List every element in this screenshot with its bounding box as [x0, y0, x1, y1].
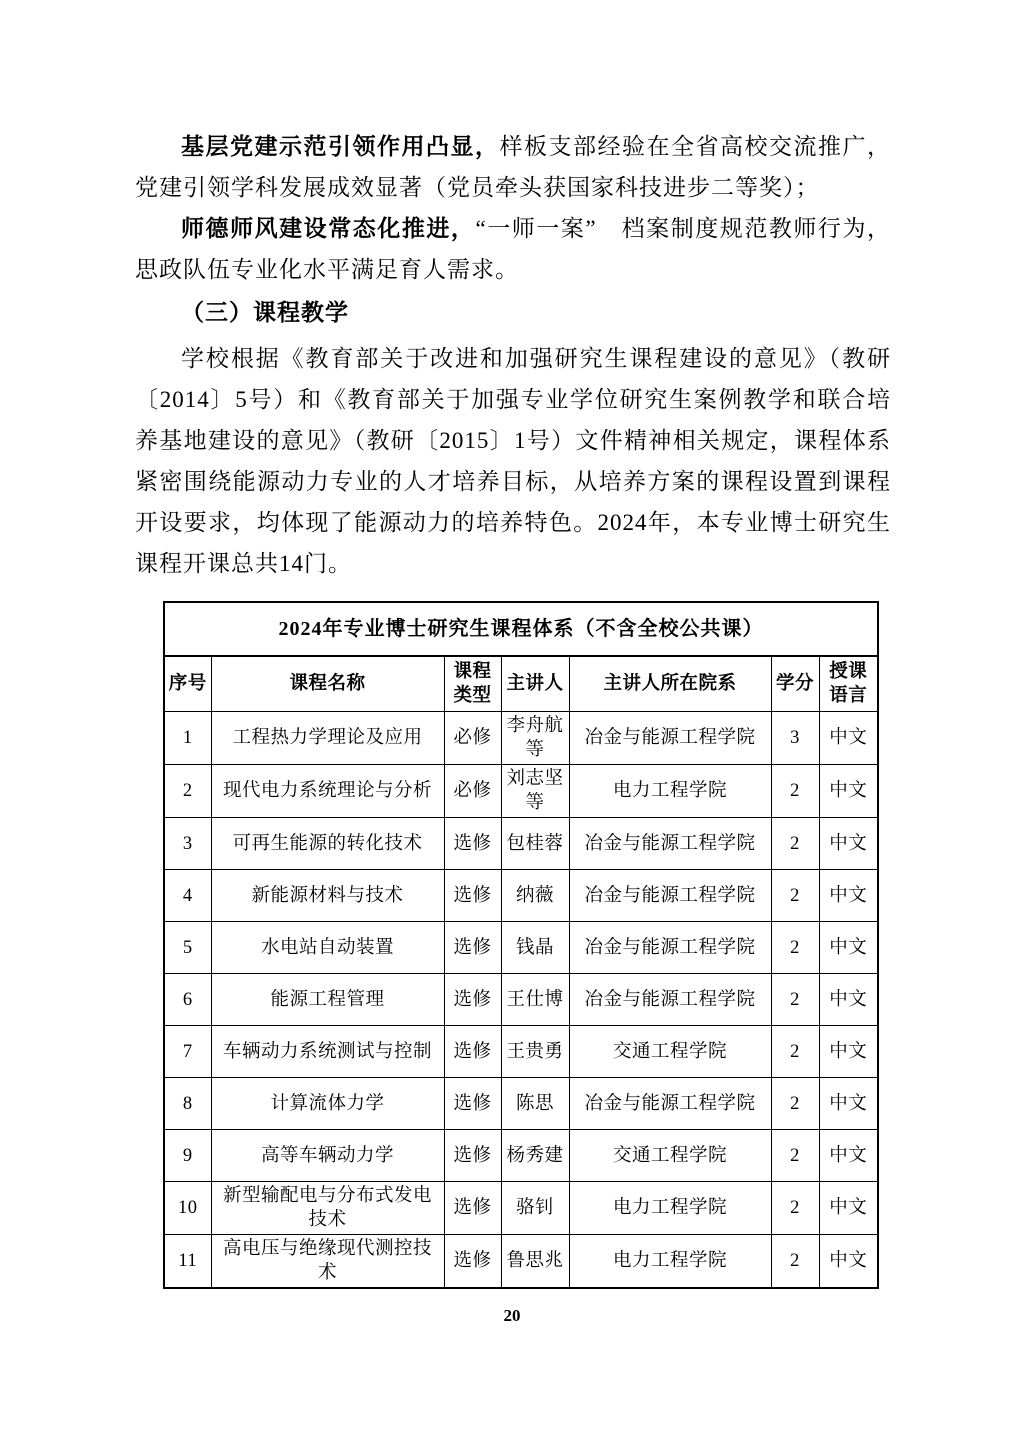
paragraph-party-building-lead: 基层党建示范引领作用凸显， — [181, 134, 500, 159]
cell-credits: 3 — [771, 712, 819, 765]
cell-lecturer: 李舟航等 — [501, 712, 569, 765]
section-heading-course-teaching: （三）课程教学 — [181, 300, 349, 325]
cell-course-name: 新能源材料与技术 — [211, 870, 444, 922]
cell-course-type: 选修 — [444, 922, 501, 974]
cell-index: 4 — [164, 870, 211, 922]
table-row — [164, 765, 878, 818]
cell-index: 1 — [164, 712, 211, 765]
col-header-lecturer: 主讲人 — [501, 656, 569, 712]
cell-course-type: 必修 — [444, 765, 501, 818]
col-header-course-name: 课程名称 — [211, 656, 444, 712]
cell-lecturer: 鲁思兆 — [501, 1235, 569, 1289]
cell-index: 7 — [164, 1026, 211, 1078]
cell-language: 中文 — [819, 1130, 878, 1182]
cell-course-type: 选修 — [444, 818, 501, 870]
cell-department: 电力工程学院 — [569, 1182, 771, 1235]
table-row — [164, 870, 878, 922]
paragraph-teacher-ethics — [135, 208, 891, 290]
table-row — [164, 1235, 878, 1289]
page-number: 20 — [503, 1306, 521, 1325]
cell-language: 中文 — [819, 974, 878, 1026]
table-row — [164, 1078, 878, 1130]
cell-language: 中文 — [819, 765, 878, 818]
cell-lecturer: 陈思 — [501, 1078, 569, 1130]
cell-department: 电力工程学院 — [569, 1235, 771, 1289]
cell-course-type: 选修 — [444, 1182, 501, 1235]
cell-credits: 2 — [771, 818, 819, 870]
cell-course-type: 选修 — [444, 1026, 501, 1078]
cell-course-name: 高电压与绝缘现代测控技术 — [211, 1235, 444, 1289]
cell-lecturer: 刘志坚等 — [501, 765, 569, 818]
cell-course-type: 选修 — [444, 974, 501, 1026]
table-row — [164, 922, 878, 974]
cell-course-name: 高等车辆动力学 — [211, 1130, 444, 1182]
cell-course-type: 选修 — [444, 1130, 501, 1182]
cell-course-type: 选修 — [444, 1235, 501, 1289]
cell-language: 中文 — [819, 1078, 878, 1130]
cell-language: 中文 — [819, 1235, 878, 1289]
cell-lecturer: 杨秀建 — [501, 1130, 569, 1182]
cell-language: 中文 — [819, 870, 878, 922]
col-header-credits: 学分 — [771, 656, 819, 712]
cell-department: 冶金与能源工程学院 — [569, 818, 771, 870]
course-table — [163, 601, 879, 1289]
cell-department: 冶金与能源工程学院 — [569, 870, 771, 922]
cell-course-name: 新型输配电与分布式发电技术 — [211, 1182, 444, 1235]
cell-language: 中文 — [819, 712, 878, 765]
cell-lecturer: 纳薇 — [501, 870, 569, 922]
cell-department: 冶金与能源工程学院 — [569, 1078, 771, 1130]
cell-index: 2 — [164, 765, 211, 818]
col-header-course-type: 课程类型 — [444, 656, 501, 712]
cell-lecturer: 王贵勇 — [501, 1026, 569, 1078]
cell-department: 电力工程学院 — [569, 765, 771, 818]
cell-lecturer: 骆钊 — [501, 1182, 569, 1235]
cell-course-type: 选修 — [444, 1078, 501, 1130]
col-header-department: 主讲人所在院系 — [569, 656, 771, 712]
body-text — [135, 126, 891, 584]
paragraph-curriculum-overview: 学校根据《教育部关于改进和加强研究生课程建设的意见》（教研〔2014〕5号）和《教育部关于加强专业学位研究生案例教学和联合培养基地建设的意见》（教研〔2015〕1号）文件精神相关规定，课程体系紧密围绕能源动力专业的人才培养目标，从培养方案的课程设置到课程开设要求，均体现了能源动力的培养特色。2024年，本专业博士研究生课程开课总共14门。 — [135, 346, 891, 576]
table-title-row — [164, 602, 878, 656]
cell-index: 6 — [164, 974, 211, 1026]
cell-course-name: 工程热力学理论及应用 — [211, 712, 444, 765]
table-row — [164, 818, 878, 870]
table-row — [164, 974, 878, 1026]
cell-department: 冶金与能源工程学院 — [569, 922, 771, 974]
paragraph-teacher-ethics-lead: 师德师风建设常态化推进， — [181, 216, 476, 241]
cell-language: 中文 — [819, 1026, 878, 1078]
cell-lecturer: 包桂蓉 — [501, 818, 569, 870]
cell-language: 中文 — [819, 922, 878, 974]
cell-course-name: 能源工程管理 — [211, 974, 444, 1026]
table-title: 2024年专业博士研究生课程体系（不含全校公共课） — [164, 602, 878, 656]
cell-credits: 2 — [771, 870, 819, 922]
cell-credits: 2 — [771, 1235, 819, 1289]
cell-department: 冶金与能源工程学院 — [569, 974, 771, 1026]
cell-index: 3 — [164, 818, 211, 870]
table-row — [164, 712, 878, 765]
cell-course-type: 必修 — [444, 712, 501, 765]
cell-course-name: 水电站自动装置 — [211, 922, 444, 974]
cell-course-name: 计算流体力学 — [211, 1078, 444, 1130]
cell-course-name: 现代电力系统理论与分析 — [211, 765, 444, 818]
table-row — [164, 1130, 878, 1182]
cell-lecturer: 王仕博 — [501, 974, 569, 1026]
cell-credits: 2 — [771, 765, 819, 818]
cell-lecturer: 钱晶 — [501, 922, 569, 974]
cell-department: 交通工程学院 — [569, 1026, 771, 1078]
cell-index: 8 — [164, 1078, 211, 1130]
paragraph-teacher-ethics-rest: “一师一案” 档案制度规范教师行为，思政队伍专业化水平满足育人需求。 — [135, 216, 892, 282]
course-table-body — [164, 712, 878, 1289]
cell-course-name: 车辆动力系统测试与控制 — [211, 1026, 444, 1078]
cell-index: 5 — [164, 922, 211, 974]
cell-credits: 2 — [771, 922, 819, 974]
paragraph-party-building-rest: 样板支部经验在全省高校交流推广，党建引领学科发展成效显著（党员牵头获国家科技进步二等奖）； — [135, 134, 891, 200]
col-header-language: 授课语言 — [819, 656, 878, 712]
table-header-row — [164, 656, 878, 712]
cell-credits: 2 — [771, 1026, 819, 1078]
table-row — [164, 1026, 878, 1078]
cell-department: 交通工程学院 — [569, 1130, 771, 1182]
cell-course-name: 可再生能源的转化技术 — [211, 818, 444, 870]
cell-credits: 2 — [771, 974, 819, 1026]
cell-index: 9 — [164, 1130, 211, 1182]
cell-language: 中文 — [819, 1182, 878, 1235]
cell-course-type: 选修 — [444, 870, 501, 922]
cell-credits: 2 — [771, 1182, 819, 1235]
col-header-index: 序号 — [164, 656, 211, 712]
cell-index: 11 — [164, 1235, 211, 1289]
table-row — [164, 1182, 878, 1235]
cell-credits: 2 — [771, 1078, 819, 1130]
cell-department: 冶金与能源工程学院 — [569, 712, 771, 765]
paragraph-party-building — [135, 126, 891, 208]
cell-index: 10 — [164, 1182, 211, 1235]
cell-credits: 2 — [771, 1130, 819, 1182]
cell-language: 中文 — [819, 818, 878, 870]
